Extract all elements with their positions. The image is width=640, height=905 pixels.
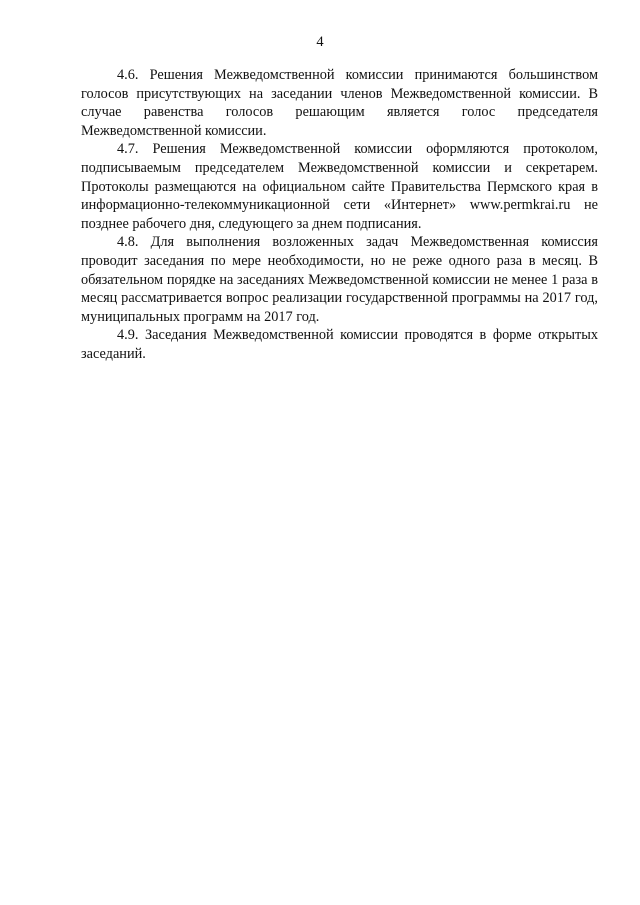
page-number: 4 xyxy=(316,34,324,50)
document-body xyxy=(81,66,598,364)
paragraph-4-8: 4.8. Для выполнения возложенных задач Межведомственная комиссия проводит заседания по мере необходимости, но не реже одного раза в месяц. В обязательном порядке на заседаниях Межведомственной комиссии не менее 1 раза в месяц рассматривается вопрос реализации государственной программы на 2017 год, муниципальных программ на 2017 год. xyxy=(81,234,598,325)
paragraph-4-6: 4.6. Решения Межведомственной комиссии принимаются большинством голосов присутствующих на заседании членов Межведомственной комиссии. В случае равенства голосов решающим является голос председателя Межведомственной комиссии. xyxy=(81,67,598,139)
paragraph-4-9: 4.9. Заседания Межведомственной комиссии проводятся в форме открытых заседаний. xyxy=(81,327,598,362)
paragraph-4-7: 4.7. Решения Межведомственной комиссии оформляются протоколом, подписываемым председателем Межведомственной комиссии и секретарем. Протоколы размещаются на официальном сайте Правительства Пермского края в информационно-телекоммуникационной сети «Интернет» www.permkrai.ru не позднее рабочего дня, следующего за днем подписания. xyxy=(81,141,598,232)
